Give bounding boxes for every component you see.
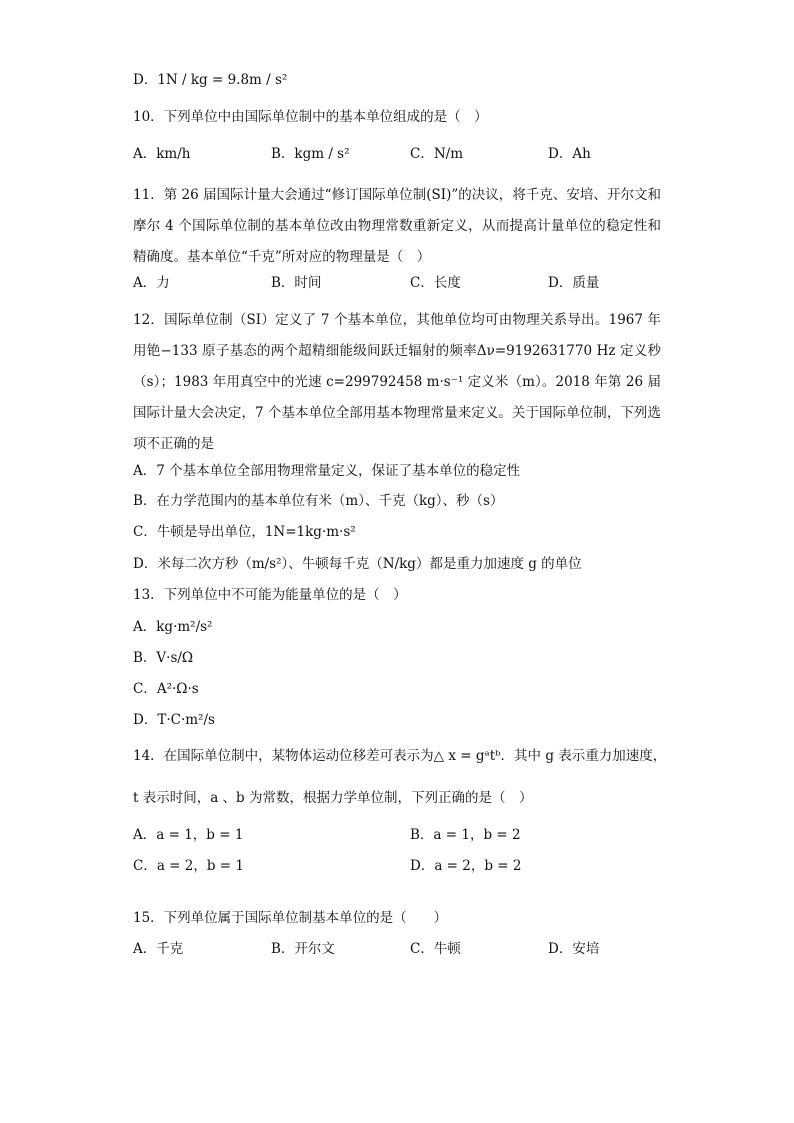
q12-option-a: A．7 个基本单位全部用物理常量定义，保证了基本单位的稳定性 (133, 463, 521, 479)
q14-option-c: C．a = 2，b = 1 (133, 858, 244, 874)
q13-option-b: B．V·s/Ω (133, 650, 194, 666)
q15-option-b: B．开尔文 (271, 941, 335, 957)
q11-stem: 11．第 26 届国际计量大会通过“修订国际单位制(SI)”的决议，将千克、安培、开尔文和摩尔 4 个国际单位制的基本单位改由物理常数重新定义，从而提高计量单位的稳定性和精确度。基本单位“千克”所对应的物理量是（ ） (133, 187, 661, 265)
q10-stem: 10．下列单位中由国际单位制中的基本单位组成的是（ ） (133, 109, 488, 125)
q11-option-a: A．力 (133, 275, 170, 291)
q15-stem: 15．下列单位属于国际单位制基本单位的是（ ） (133, 910, 448, 926)
q13-option-a: A．kg·m²/s² (133, 619, 213, 635)
q14-stem-line1: 14．在国际单位制中，某物体运动位移差可表示为△ x = gᵃtᵇ．其中 g 表示重力加速度， (133, 748, 667, 764)
q12-option-b: B．在力学范围内的基本单位有米（m）、千克（kg）、秒（s） (133, 493, 504, 509)
q15-option-a: A．千克 (133, 941, 184, 957)
q13-option-c: C．A²·Ω·s (133, 681, 199, 697)
q10-option-a: A．km/h (133, 146, 191, 162)
q9-option-d: D．1N / kg = 9.8m / s² (133, 72, 288, 88)
q11-option-b: B．时间 (271, 275, 322, 291)
q13-stem: 13．下列单位中不可能为能量单位的是（ ） (133, 587, 407, 603)
q12-option-d: D．米每二次方秒（m/s²）、牛顿每千克（N/kg）都是重力加速度 g 的单位 (133, 556, 582, 572)
q12-option-c: C．牛顿是导出单位，1N=1kg·m·s² (133, 524, 356, 540)
q14-stem-line2: t 表示时间，a 、b 为常数，根据力学单位制，下列正确的是（ ） (133, 790, 533, 806)
q10-option-c: C．N/m (410, 146, 463, 162)
q11-option-c: C．长度 (410, 275, 461, 291)
q14-option-d: D．a = 2，b = 2 (410, 858, 522, 874)
q15-option-d: D．安培 (548, 941, 600, 957)
q13-option-d: D．T·C·m²/s (133, 712, 215, 728)
q12-stem: 12．国际单位制（SI）定义了 7 个基本单位，其他单位均可由物理关系导出。1967 年用铯−133 原子基态的两个超精细能级间跃迁辐射的频率Δν=9192631770 Hz 定义秒（s）；1983 年用真空中的光速 c=299792458 m·s⁻¹ 定义米（m）。2018 年第 26 届国际计量大会决定，7 个基本单位全部用基本物理常量来定义。关于国际单位制，下列选项不正确的是 (133, 312, 661, 452)
q15-option-c: C．牛顿 (410, 941, 461, 957)
q14-option-a: A．a = 1，b = 1 (133, 827, 244, 843)
q14-option-b: B．a = 1，b = 2 (410, 827, 521, 843)
q10-option-b: B．kgm / s² (271, 146, 350, 162)
q10-option-d: D．Ah (548, 146, 591, 162)
q11-option-d: D．质量 (548, 275, 600, 291)
